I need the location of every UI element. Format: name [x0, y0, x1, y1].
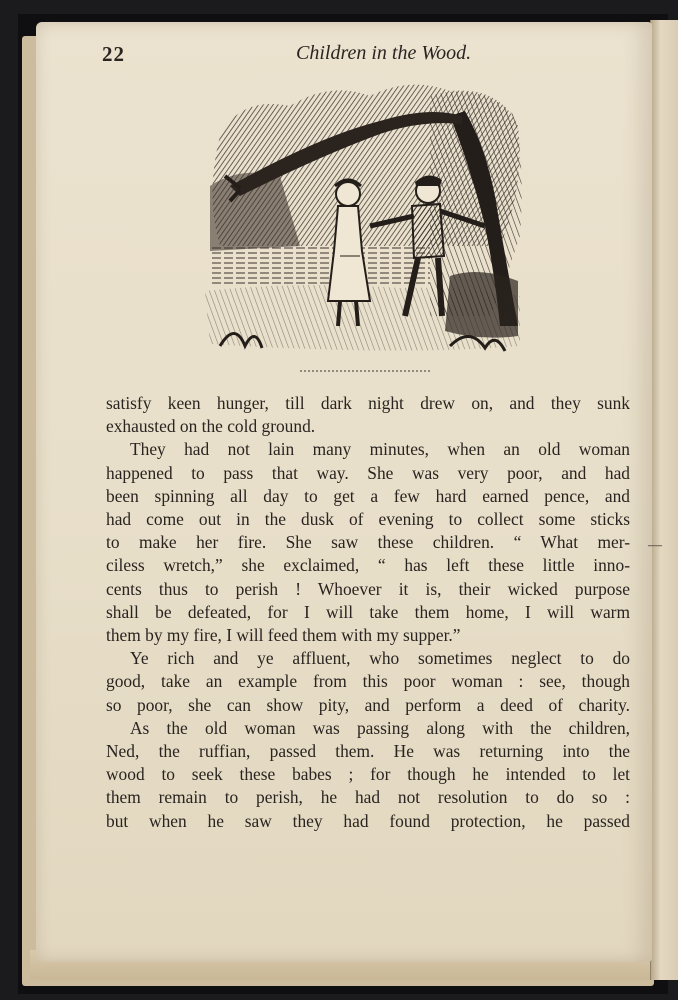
text-line: had come out in the dusk of evening to collect some sticks	[106, 509, 630, 530]
text-line: As the old woman was passing along with the children,	[130, 717, 630, 738]
text-line: so poor, she can show pity, and perform a deed of charity.	[106, 694, 630, 715]
margin-mark: —	[648, 538, 662, 553]
next-page-edge	[650, 20, 678, 980]
text-line: wood to seek these babes ; for though he intended to let	[106, 764, 630, 785]
text-line: shall be defeated, for I will take them home, I will warm	[106, 601, 630, 622]
page-header	[64, 30, 624, 70]
text-line: to make her fire. She saw these children. “ What mer-	[106, 532, 630, 553]
running-title: Children in the Wood.	[296, 42, 472, 64]
text-line: them by my fire, I will feed them with my supper.”	[106, 625, 461, 646]
text-line: been spinning all day to get a few hard earned pence, and	[106, 485, 630, 506]
text-line: exhausted on the cold ground.	[106, 416, 316, 437]
text-line: ciless wretch,” she exclaimed, “ has left these little inno-	[106, 555, 630, 576]
text-line: them remain to perish, he had not resolution to do so :	[106, 787, 630, 808]
text-line: but when he saw they had found protection, he passed	[106, 810, 630, 831]
woodcut-children-in-wood-icon	[200, 76, 528, 386]
text-line: They had not lain many minutes, when an old woman	[130, 439, 630, 460]
page-number: 22	[102, 42, 125, 66]
text-line: good, take an example from this poor woman : see, though	[106, 671, 630, 692]
text-line: Ye rich and ye affluent, who sometimes neglect to do	[130, 648, 630, 669]
body-text	[106, 392, 630, 833]
text-line: Ned, the ruffian, passed them. He was returning into the	[106, 741, 630, 762]
text-line: satisfy keen hunger, till dark night drew on, and they sunk	[106, 393, 630, 413]
text-line: happened to pass that way. She was very poor, and had	[106, 462, 630, 483]
text-line: cents thus to perish ! Whoever it is, their wicked purpose	[106, 578, 630, 599]
